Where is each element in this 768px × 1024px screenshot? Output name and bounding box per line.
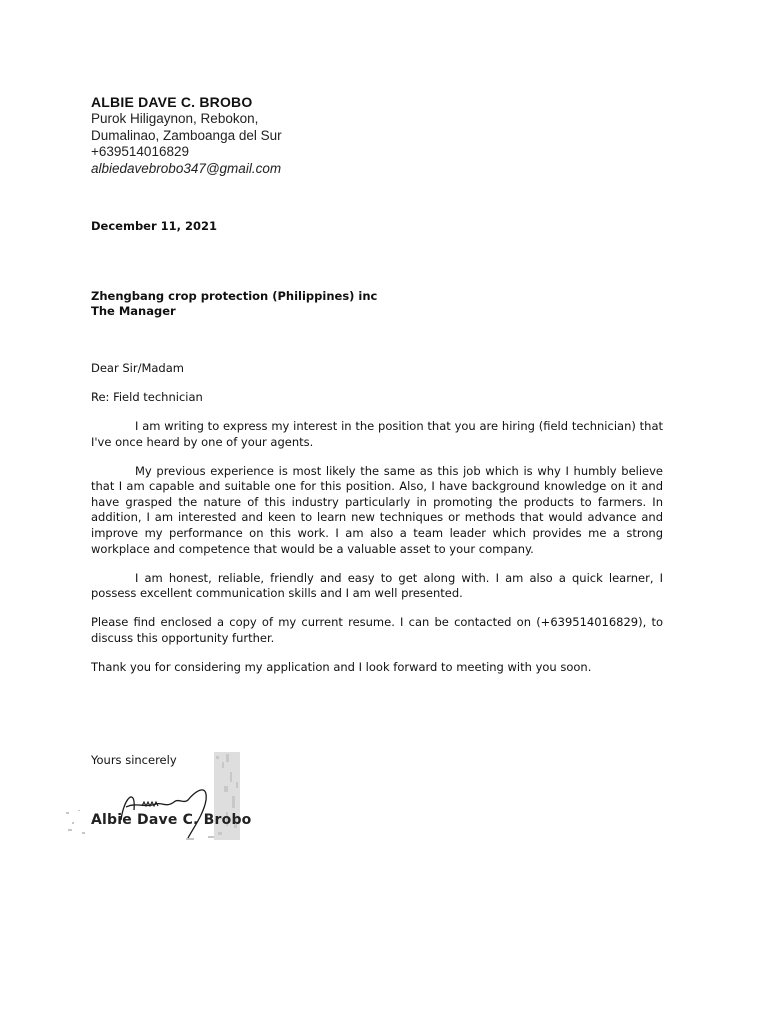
recipient-company: Zhengbang crop protection (Philippines) inc [91, 289, 378, 303]
letter-body [91, 419, 663, 689]
sender-email: albiedavebrobo347@gmail.com [91, 160, 282, 176]
body-paragraph: I am honest, reliable, friendly and easy to get along with. I am also a quick learner, I possess excellent communication skills and I am well presented. [91, 570, 663, 601]
letter-date: December 11, 2021 [91, 219, 218, 233]
sender-phone: +639514016829 [91, 144, 189, 159]
recipient-block [91, 289, 377, 319]
body-paragraph: My previous experience is most likely the same as this job which is why I humbly believe that I am capable and suitable one for this position. Also, I have background knowledge on it and have grasped the nature of this industry particularly in promoting the products to farmers. In addition, I am interested and keen to learn new techniques or methods that would advance and improve my performance on this work. I am also a team leader which provides me a strong workplace and competence that would be a valuable asset to your company. [91, 463, 663, 556]
sender-name: ALBIE DAVE C. BROBO [91, 94, 253, 110]
signer-name: Albie Dave C. Brobo [91, 812, 252, 828]
salutation: Dear Sir/Madam [91, 361, 184, 375]
subject-line: Re: Field technician [91, 390, 203, 404]
sender-block [91, 93, 282, 177]
sender-address-line1: Purok Hiligaynon, Rebokon, [91, 111, 259, 126]
body-paragraph: Thank you for considering my application and I look forward to meeting with you soon. [91, 660, 592, 675]
body-paragraph: Please find enclosed a copy of my current resume. I can be contacted on (+639514016829), to discuss this opportunity further. [91, 615, 663, 646]
body-paragraph: I am writing to express my interest in the position that you are hiring (field technician) that I've once heard by one of your agents. [91, 419, 663, 449]
sender-address-line2: Dumalinao, Zamboanga del Sur [91, 127, 282, 143]
closing-line: Yours sincerely [91, 753, 177, 767]
recipient-title: The Manager [91, 304, 176, 318]
